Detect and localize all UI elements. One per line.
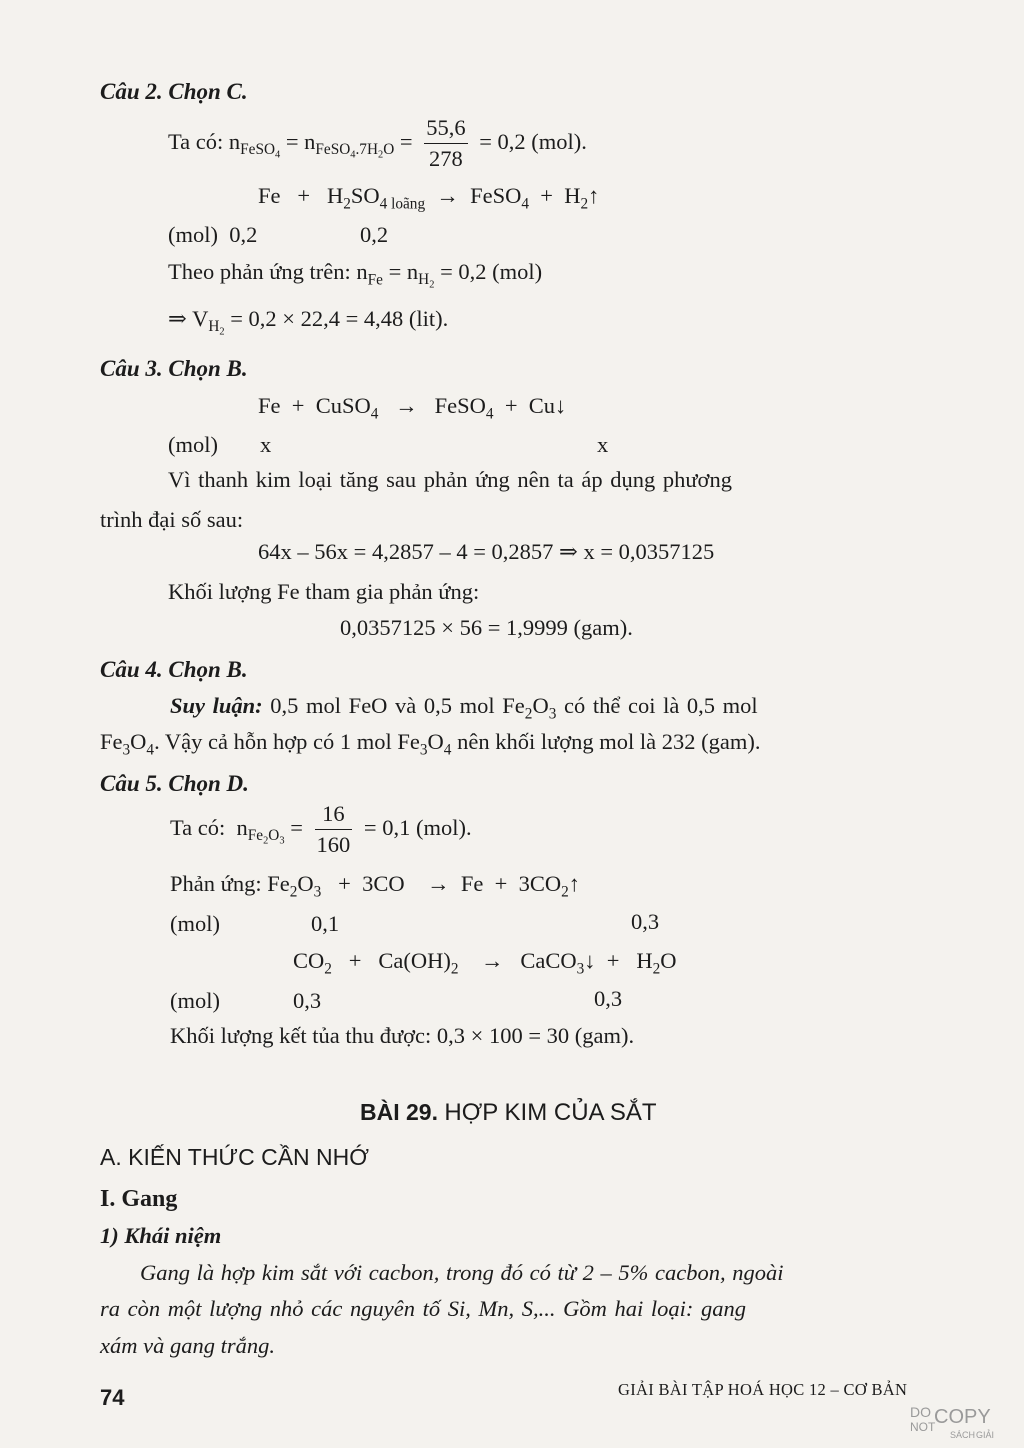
cau2-result: = 0,2 (mol).	[479, 129, 587, 154]
khai-niem-line1: Gang là hợp kim sắt với cacbon, trong đó có từ 2 – 5% cacbon, ngoài	[140, 1260, 784, 1285]
cau4-line1: Suy luận: 0,5 mol FeO và 0,5 mol $Fe_2O_3$ có thể coi là 0,5 mol	[170, 693, 758, 723]
cau2-equation: $Fe + H_2SO_{4 loãng}$ → FeSO$_4$ + $H_2↑$	[258, 183, 600, 213]
cau3-kl: Khối lượng Fe tham gia phản ứng:	[168, 579, 480, 604]
cau3-equation: Fe + CuSO$_4$ → FeSO$_4$ + Cu↓	[258, 393, 567, 423]
cau2-fraction: $\frac{55,6}{278}$	[426, 115, 466, 172]
cau5-mol1-a: 0,1	[311, 911, 340, 936]
book-title: GIẢI BÀI TẬP HOÁ HỌC 12 – CƠ BẢN	[618, 1380, 908, 1399]
bai29-title: BÀI 29. HỢP KIM CỦA SẮT	[360, 1099, 657, 1126]
section-i-heading: I. Gang	[100, 1186, 178, 1212]
cau5-eq1: Phản ứng: $Fe_2O_3 + 3CO$ → $Fe + 3CO_2↑$	[170, 871, 580, 901]
cau2-mol-row: (mol) 0,2	[168, 222, 258, 247]
cau5-eq2: $CO_2 + Ca(OH)_2$ → CaCO$_3$↓ + $H_2O$	[293, 948, 677, 978]
cau3-mol-label: (mol)	[168, 432, 218, 457]
khai-niem-line2: ra còn một lượng nhỏ các nguyên tố Si, Mn, S,... Gồm hai loại: gang	[100, 1296, 746, 1321]
cau2-theo: Theo phản ứng trên: $n_{Fe} = n_{H_2} = 0,2$ (mol)	[168, 259, 543, 291]
subsection-khai-niem: 1) Khái niệm	[100, 1223, 222, 1248]
do-not-copy-watermark: DO NOT COPY SÁCH GIẢI	[910, 1404, 995, 1440]
cau2-volume: ⇒ $V_{H_2} = 0,2 \times 22,4 = 4,48$ (lit).	[168, 306, 449, 338]
cau2-heading: Câu 2. Chọn C.	[100, 79, 248, 104]
section-a-heading: A. KIẾN THỨC CẦN NHỚ	[100, 1144, 369, 1170]
cau5-heading: Câu 5. Chọn D.	[100, 771, 249, 796]
cau5-mol2-b: 0,3	[594, 986, 623, 1011]
cau4-line2: $Fe_3O_4$. Vậy cả hỗn hợp có 1 mol $Fe_3O_4$ nên khối lượng mol là 232 (gam).	[100, 729, 761, 759]
cau5-kl: Khối lượng kết tủa thu được: 0,3 × 100 = 30 (gam).	[170, 1023, 635, 1048]
cau3-algebra: 64x – 56x = 4,2857 – 4 = 0,2857 ⇒ x = 0,0357125	[258, 539, 715, 564]
cau3-line2: trình đại số sau:	[100, 507, 244, 532]
cau3-kl-result: 0,0357125 × 56 = 1,9999 (gam).	[340, 615, 633, 640]
cau5-mol1-b: 0,3	[631, 909, 660, 934]
khai-niem-line3: xám và gang trắng.	[100, 1333, 275, 1358]
cau5-mol1-label: (mol)	[170, 911, 220, 936]
cau3-mol-x2: x	[597, 432, 609, 457]
cau2-mol-v2: 0,2	[360, 222, 389, 247]
cau2-taco-line: Ta có: $n_{FeSO_4} = n_{FeSO_4.7H_2O}$ = $\frac{55,6}{278}$ = 0,2 (mol).	[168, 112, 587, 174]
cau5-mol2-a: 0,3	[293, 988, 322, 1013]
page-number: 74	[100, 1385, 125, 1410]
cau5-mol2-label: (mol)	[170, 988, 220, 1013]
cau4-heading: Câu 4. Chọn B.	[100, 657, 248, 682]
cau5-fraction: $\frac{16}{160}$	[316, 801, 351, 858]
cau3-heading: Câu 3. Chọn B.	[100, 356, 248, 381]
cau3-mol-x1: x	[260, 432, 272, 457]
cau3-line1: Vì thanh kim loại tăng sau phản ứng nên ta áp dụng phương	[168, 467, 732, 492]
cau2-taco: Ta có:	[168, 129, 224, 154]
cau5-taco-line: Ta có: $n_{Fe_2O_3}$ = $\frac{16}{160}$ = 0,1 (mol).	[170, 798, 472, 860]
